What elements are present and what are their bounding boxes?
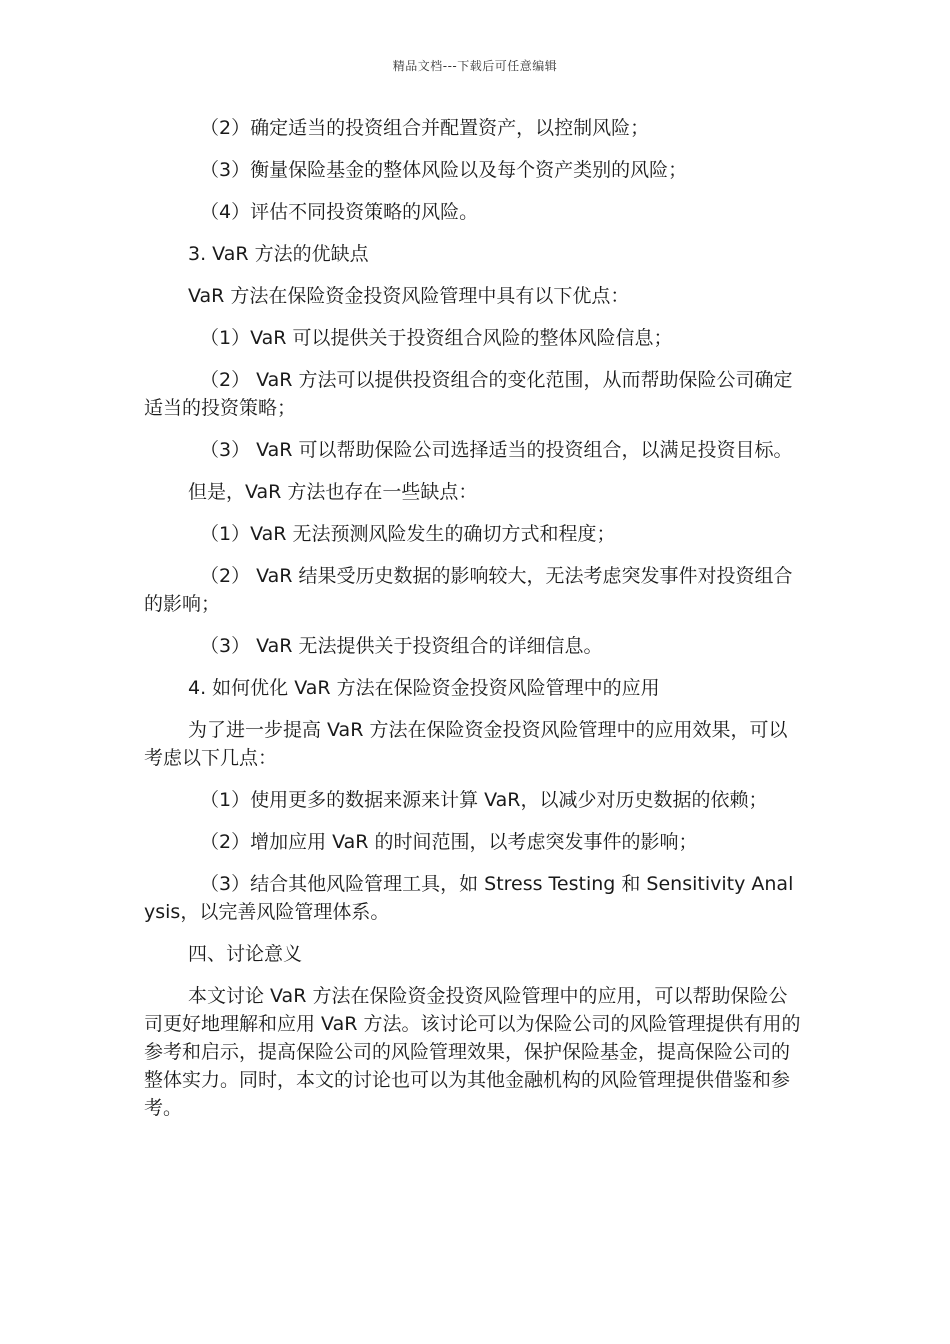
body-paragraph: 但是，VaR 方法也存在一些缺点：	[188, 481, 478, 503]
list-item: （4）评估不同投资策略的风险。	[200, 201, 479, 223]
page-header: 精品文档---下载后可任意编辑	[392, 59, 558, 73]
list-item: （1）VaR 无法预测风险发生的确切方式和程度；	[200, 523, 616, 545]
list-item: （1）VaR 可以提供关于投资组合风险的整体风险信息；	[200, 327, 673, 349]
body-paragraph: VaR 方法在保险资金投资风险管理中具有以下优点：	[188, 285, 630, 307]
section-heading: 3. VaR 方法的优缺点	[188, 243, 369, 265]
list-item: （3）衡量保险基金的整体风险以及每个资产类别的风险；	[200, 159, 688, 181]
body-paragraph: 本文讨论 VaR 方法在保险资金投资风险管理中的应用，可以帮助保险公司更好地理解和应用 VaR 方法。该讨论可以为保险公司的风险管理提供有用的参考和启示，提高保险公司的风险管理效果，保护保险基金，提高保险公司的整体实力。同时，本文的讨论也可以为其他金融机构的风险管理提供借鉴和参考。	[144, 985, 801, 1119]
list-item: （1）使用更多的数据来源来计算 VaR，以减少对历史数据的依赖；	[200, 789, 768, 811]
list-item: （3） VaR 可以帮助保险公司选择适当的投资组合，以满足投资目标。	[200, 439, 793, 461]
list-item: （2）确定适当的投资组合并配置资产，以控制风险；	[200, 117, 650, 139]
list-item: （3）结合其他风险管理工具，如 Stress Testing 和 Sensitivity Analysis，以完善风险管理体系。	[144, 873, 794, 923]
section-heading: 4. 如何优化 VaR 方法在保险资金投资风险管理中的应用	[188, 677, 660, 699]
section-heading: 四、讨论意义	[188, 943, 303, 965]
body-paragraph: 为了进一步提高 VaR 方法在保险资金投资风险管理中的应用效果，可以考虑以下几点：	[144, 719, 788, 769]
list-item: （3） VaR 无法提供关于投资组合的详细信息。	[200, 635, 603, 657]
document-body	[144, 114, 804, 1136]
list-item: （2） VaR 方法可以提供投资组合的变化范围，从而帮助保险公司确定适当的投资策略；	[144, 369, 793, 419]
list-item: （2）增加应用 VaR 的时间范围，以考虑突发事件的影响；	[200, 831, 698, 853]
list-item: （2） VaR 结果受历史数据的影响较大，无法考虑突发事件对投资组合的影响；	[144, 565, 793, 615]
